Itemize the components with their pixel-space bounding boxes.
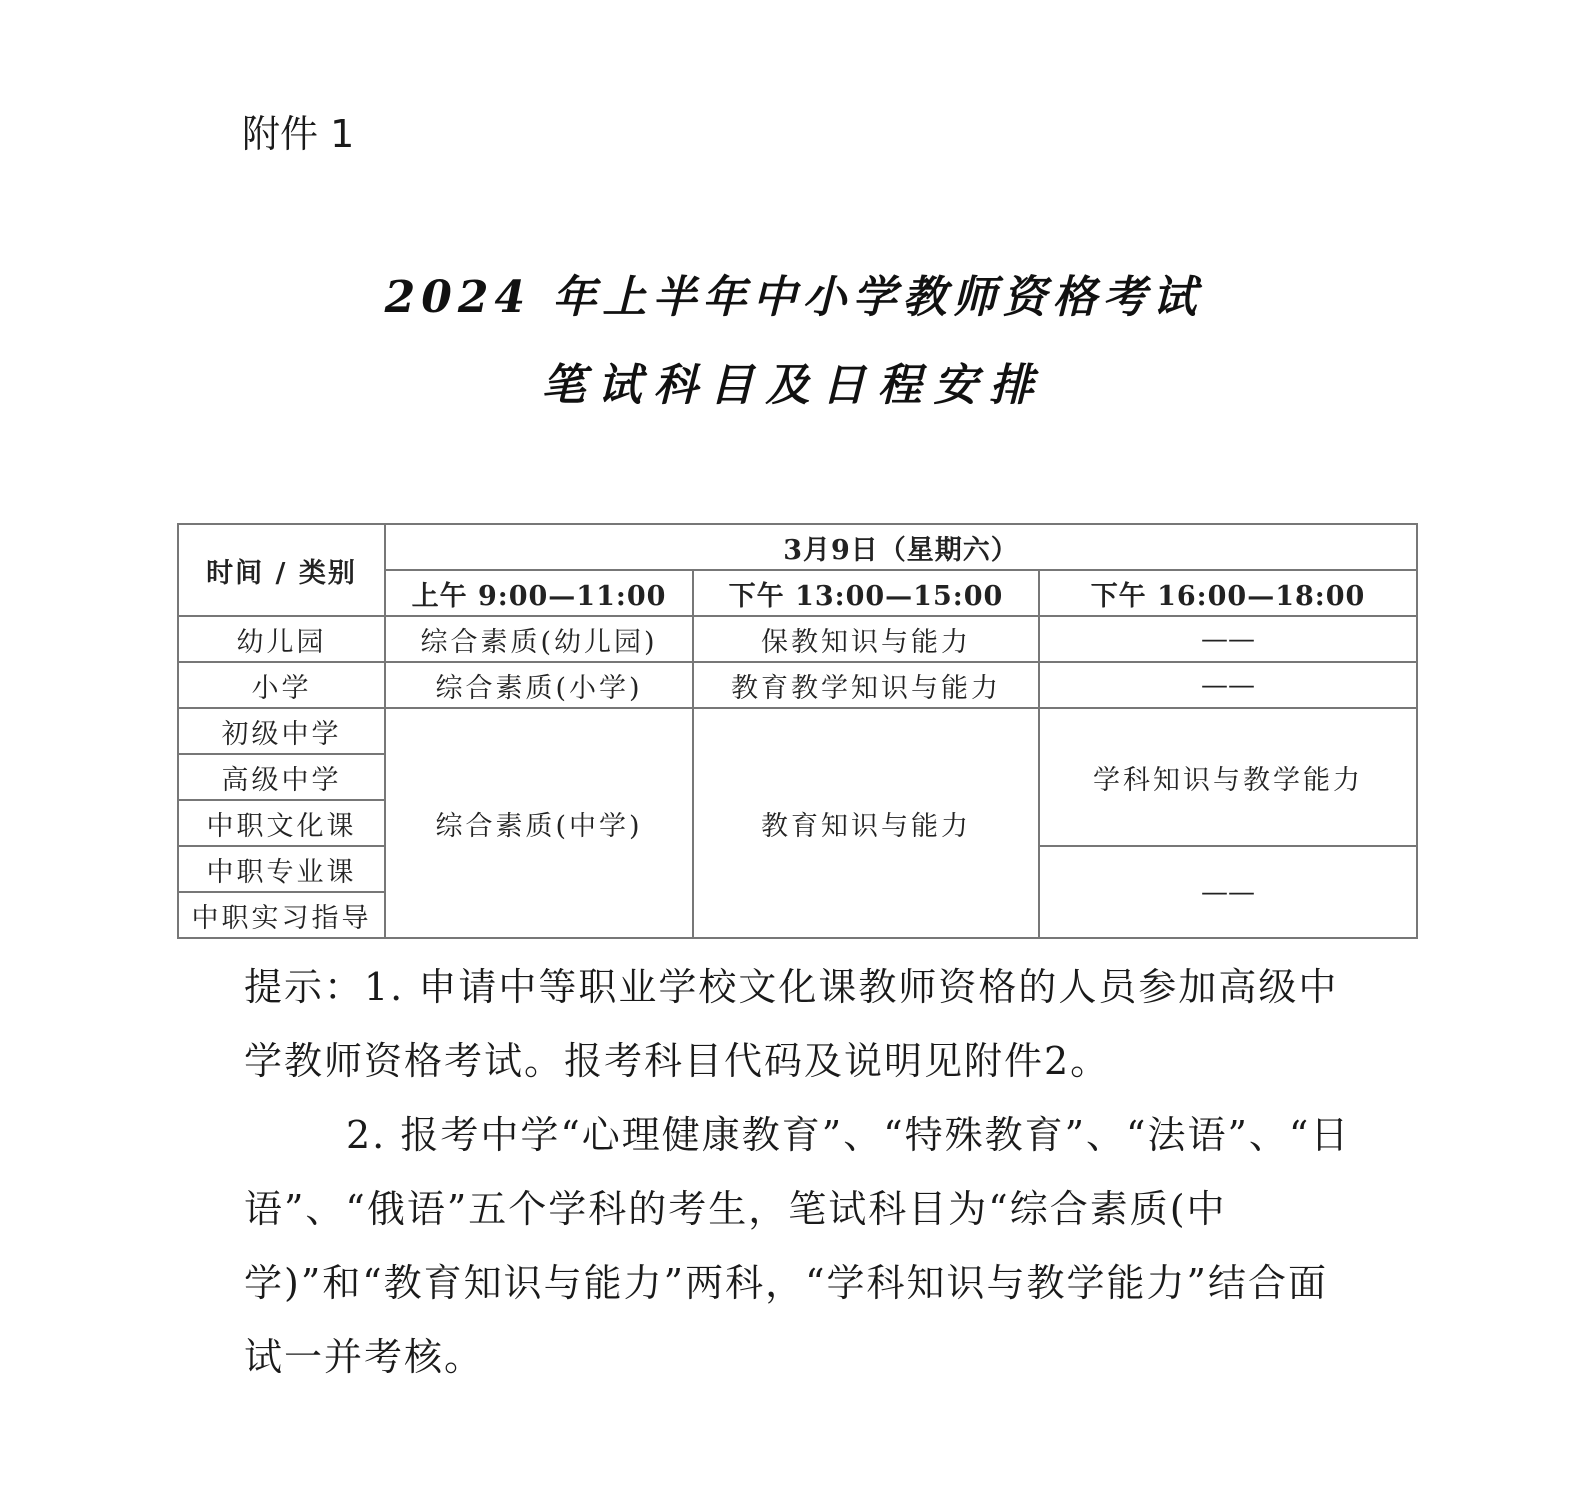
slot-morning-header: 上午 9:00—11:00 <box>385 570 693 616</box>
subject-cell: 综合素质(幼儿园) <box>385 616 693 662</box>
category-cell: 初级中学 <box>178 708 385 754</box>
date-header-cell: 3月9日（星期六） <box>385 524 1417 570</box>
category-cell: 小学 <box>178 662 385 708</box>
subject-cell-empty: —— <box>1039 846 1417 938</box>
attachment-label: 附件 1 <box>242 112 355 156</box>
corner-header-cell: 时间 / 类别 <box>178 524 385 616</box>
table-row <box>178 708 1417 754</box>
exam-schedule-table <box>177 523 1418 939</box>
subject-cell: 综合素质(中学) <box>385 708 693 938</box>
notes-section <box>244 950 1354 1394</box>
subject-cell: 保教知识与能力 <box>693 616 1039 662</box>
slot-late-afternoon-header: 下午 16:00—18:00 <box>1039 570 1417 616</box>
document-title-line-2: 笔试科目及日程安排 <box>541 360 1046 411</box>
subject-cell: 教育知识与能力 <box>693 708 1039 938</box>
table-row <box>178 524 1417 570</box>
document-title-line-1: 2024 年上半年中小学教师资格考试 <box>384 272 1203 323</box>
subject-cell-empty: —— <box>1039 662 1417 708</box>
subject-cell: 综合素质(小学) <box>385 662 693 708</box>
category-cell: 高级中学 <box>178 754 385 800</box>
table-row <box>178 616 1417 662</box>
subject-cell-empty: —— <box>1039 616 1417 662</box>
category-cell: 中职实习指导 <box>178 892 385 938</box>
category-cell: 中职文化课 <box>178 800 385 846</box>
subject-cell: 教育教学知识与能力 <box>693 662 1039 708</box>
table-row <box>178 662 1417 708</box>
note-item-1: 提示：1. 申请中等职业学校文化课教师资格的人员参加高级中学教师资格考试。报考科目代码及说明见附件2。 <box>244 965 1339 1083</box>
category-cell: 幼儿园 <box>178 616 385 662</box>
slot-afternoon-header: 下午 13:00—15:00 <box>693 570 1039 616</box>
note-item-2: 2. 报考中学“心理健康教育”、“特殊教育”、“法语”、“日语”、“俄语”五个学科的考生，笔试科目为“综合素质(中学)”和“教育知识与能力”两科，“学科知识与教学能力”结合面试一并考核。 <box>244 1113 1351 1379</box>
category-cell: 中职专业课 <box>178 846 385 892</box>
subject-cell: 学科知识与教学能力 <box>1039 708 1417 846</box>
